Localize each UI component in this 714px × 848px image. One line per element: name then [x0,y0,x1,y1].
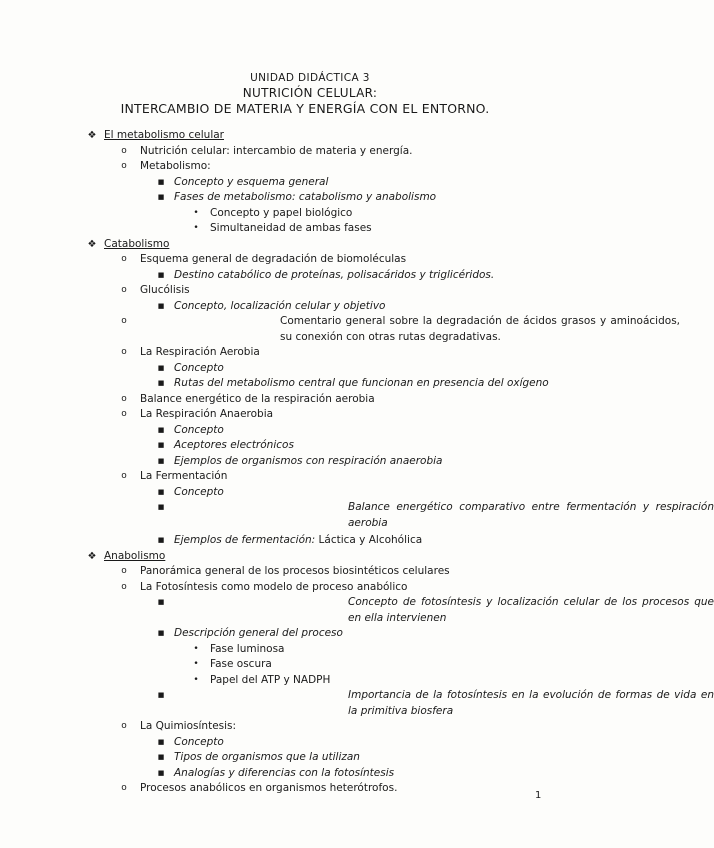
sub-list-item: ■ Concepto y esquema general [0,175,600,191]
square-bullet-icon: ■ [157,177,165,186]
list-item: o La Respiración Aerobia [0,345,600,361]
list-item: o Balance energético de la respiración aerobia [0,392,600,408]
sub-sub-list-item: • Papel del ATP y NADPH [0,673,600,689]
sub-list-item: ■ Analogías y diferencias con la fotosíntesis [0,766,600,782]
sub-list-item: ■ Concepto [0,361,600,377]
list-item: o La Fermentación [0,469,600,485]
unit-label: UNIDAD DIDÁCTICA 3 [250,72,370,84]
section-title: El metabolismo celular [104,129,224,141]
diamond-bullet-icon: ❖ [87,130,97,141]
list-item: o Panorámica general de los procesos biosintéticos celulares [0,564,600,580]
hollow-circle-bullet-icon: o [121,721,127,731]
list-item: o La Respiración Anaerobia [0,407,600,423]
square-bullet-icon: ■ [157,456,165,465]
round-bullet-icon: • [193,674,199,685]
sub-list-item: ■ Rutas del metabolismo central que funcionan en presencia del oxígeno [0,376,600,392]
sub-list-item: ■ Destino catabólico de proteínas, polisacáridos y triglicéridos. [0,268,600,284]
round-bullet-icon: • [193,643,199,654]
document-header [0,70,600,117]
square-bullet-icon: ■ [157,193,165,201]
sub-list-item: ■ Ejemplos de fermentación: Láctica y Alcohólica [0,533,600,549]
hollow-circle-bullet-icon: o [121,393,127,404]
list-item: o Glucólisis [0,283,600,299]
sub-sub-list-item: • Fase luminosa [0,642,600,658]
round-bullet-icon: • [193,207,199,218]
section-title: Anabolismo [104,549,166,562]
hollow-circle-bullet-icon: o [121,783,127,793]
square-bullet-icon: ■ [157,379,165,387]
square-bullet-icon: ■ [157,270,165,279]
list-item: o Esquema general de degradación de biomoléculas [0,252,600,268]
list-item: o Nutrición celular: intercambio de materia y energía. [0,144,600,160]
sub-list-item: ■ Ejemplos de organismos con respiración anaerobia [0,454,600,470]
square-bullet-icon: ■ [157,753,165,761]
list-item: o La Quimiosíntesis: [0,719,600,735]
hollow-circle-bullet-icon: o [121,347,127,357]
hollow-circle-bullet-icon: o [121,581,127,592]
hollow-circle-bullet-icon: o [121,409,127,419]
square-bullet-icon: ■ [157,425,165,434]
square-bullet-icon: ■ [157,536,165,544]
content-outline [0,128,714,797]
list-item: o La Fotosíntesis como modelo de proceso anabólico [0,580,600,596]
diamond-bullet-icon: ❖ [87,550,97,562]
list-item: o Procesos anabólicos en organismos heterótrofos. [0,781,600,797]
section-heading [0,549,600,565]
sub-list-item: ■ Concepto [0,735,600,751]
hollow-circle-bullet-icon: o [121,316,127,326]
hollow-circle-bullet-icon: o [121,285,127,295]
square-bullet-icon: ■ [157,503,165,511]
sub-sub-list-item: • Concepto y papel biológico [0,206,600,222]
square-bullet-icon: ■ [157,768,165,777]
sub-list-item: ■ Concepto [0,485,600,501]
hollow-circle-bullet-icon: o [121,254,127,264]
section-heading [0,237,600,253]
round-bullet-icon: • [193,659,199,669]
hollow-circle-bullet-icon: o [121,145,127,156]
square-bullet-icon: ■ [157,737,165,746]
square-bullet-icon: ■ [157,487,165,496]
list-item: o Comentario general sobre la degradación de ácidos grasos y aminoácidos, su conexión con otras rutas degradativas. [0,314,600,345]
diamond-bullet-icon: ❖ [87,238,97,250]
section-heading [0,128,600,144]
sub-list-item: ■ Tipos de organismos que la utilizan [0,750,600,766]
square-bullet-icon: ■ [157,441,165,449]
sub-list-item: ■ Descripción general del proceso [0,626,600,642]
sub-list-item: ■ Balance energético comparativo entre fermentación y respiración aerobia [0,500,600,531]
sub-list-item: ■ Importancia de la fotosíntesis en la evolución de formas de vida en la primitiva biosfera [0,688,600,719]
sub-list-item: ■ Concepto, localización celular y objetivo [0,299,600,315]
document-title: NUTRICIÓN CELULAR: [242,86,378,100]
section-title: Catabolismo [104,237,170,250]
sub-list-item: ■ Concepto de fotosíntesis y localización celular de los procesos que en ella intervienen [0,595,600,626]
document-subtitle: INTERCAMBIO DE MATERIA Y ENERGÍA CON EL ENTORNO. [120,101,490,116]
square-bullet-icon: ■ [157,301,165,310]
sub-list-item: ■ Fases de metabolismo: catabolismo y anabolismo [0,190,600,206]
square-bullet-icon: ■ [157,363,165,372]
hollow-circle-bullet-icon: o [121,161,127,171]
sub-sub-list-item: • Fase oscura [0,657,600,673]
sub-sub-list-item: • Simultaneidad de ambas fases [0,221,600,237]
sub-list-item: ■ Concepto [0,423,600,439]
square-bullet-icon: ■ [157,629,165,637]
round-bullet-icon: • [193,223,199,233]
square-bullet-icon: ■ [157,598,165,606]
square-bullet-icon: ■ [157,691,165,699]
hollow-circle-bullet-icon: o [121,471,127,481]
sub-list-item: ■ Aceptores electrónicos [0,438,600,454]
list-item: o Metabolismo: [0,159,600,175]
hollow-circle-bullet-icon: o [121,566,127,576]
page-number: 1 [535,790,542,801]
